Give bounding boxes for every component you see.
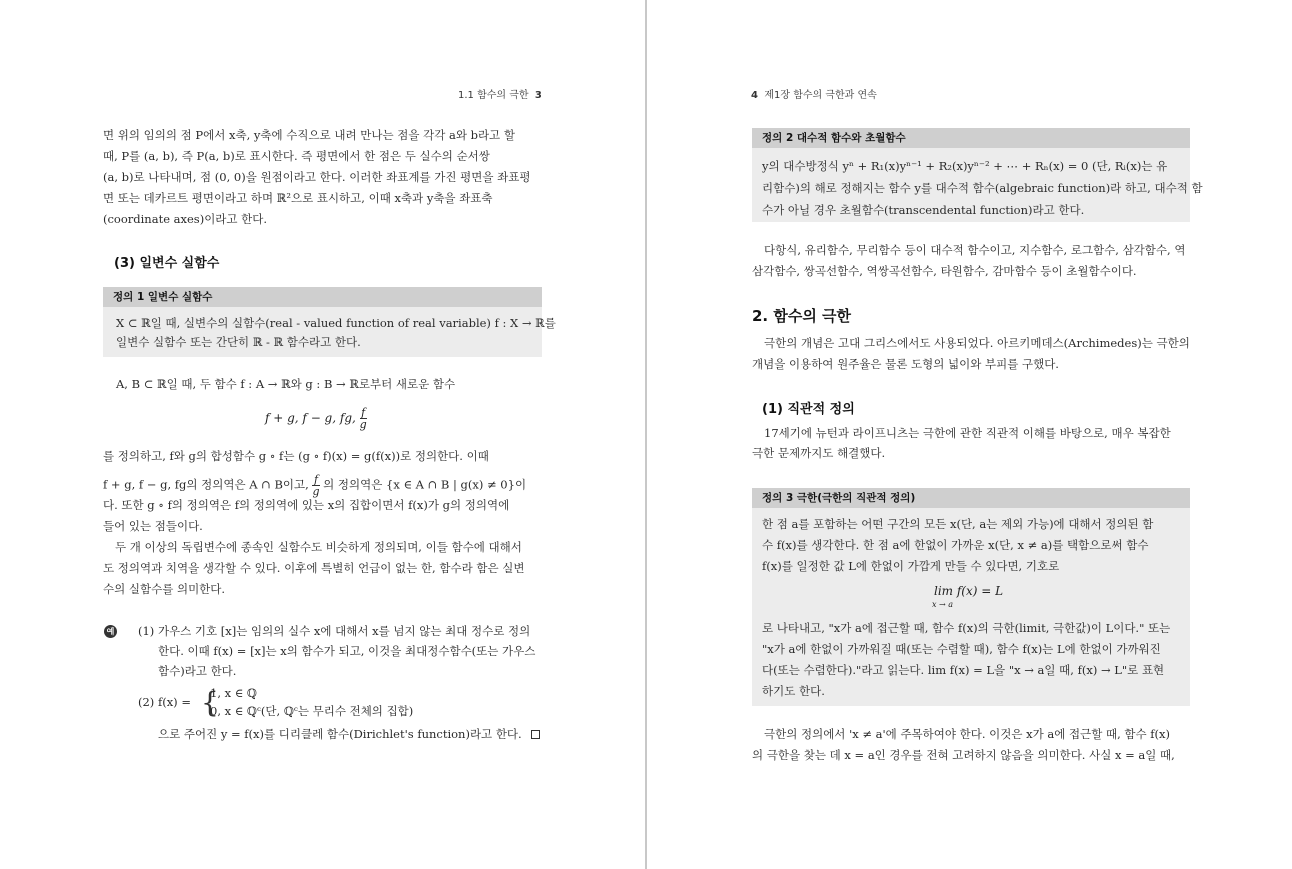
text-line: 때, P를 (a, b), 즉 P(a, b)로 표시한다. 즉 평면에서 한 점은 두 실수의 순서쌍 [103, 149, 490, 163]
text-line: 수의 실함수를 의미한다. [103, 582, 226, 596]
definition-line: f(x)를 일정한 값 L에 한없이 가깝게 만들 수 있다면, 기호로 [762, 559, 1060, 573]
definition-line: 하기도 한다. [762, 684, 825, 698]
text-fragment: 의 정의역은 {x ∈ A ∩ B | g(x) ≠ 0}이 [323, 477, 527, 492]
fraction-numerator: f [313, 473, 319, 486]
text-line: 면 또는 데카르트 평면이라고 하며 ℝ²으로 표시하고, 이때 x축과 y축을 좌표축 [103, 191, 493, 205]
definition-line: y의 대수방정식 yⁿ + R₁(x)yⁿ⁻¹ + R₂(x)yⁿ⁻² + ⋯ + Rₙ(x) = 0 (단, Rᵢ(x)는 유 [762, 159, 1168, 173]
definition-2-title: 정의 2 대수적 함수와 초월함수 [752, 128, 1190, 148]
definition-line: X ⊂ ℝ일 때, 실변수의 실함수(real - valued function of real variable) f : X → ℝ를 [116, 316, 556, 330]
text-line: (1) 가우스 기호 [x]는 임의의 실수 x에 대해서 x를 넘지 않는 최대 정수로 정의 [138, 624, 531, 638]
text-line: 도 정의역과 치역을 생각할 수 있다. 이후에 특별히 언급이 없는 한, 함수라 함은 실변 [103, 561, 525, 575]
definition-line: 수 f(x)를 생각한다. 한 점 a에 한없이 가까운 x(단, x ≠ a)를 택함으로써 함수 [762, 538, 1149, 552]
text-line: 를 정의하고, f와 g의 합성함수 g ∘ f는 (g ∘ f)(x) = g(f(x))로 정의한다. 이때 [103, 449, 489, 463]
definition-line: "x가 a에 한없이 가까워질 때(또는 수렴할 때), 함수 f(x)는 L에 한없이 가까워진 [762, 642, 1161, 656]
definition-1-title: 정의 1 일변수 실함수 [103, 287, 542, 307]
text-line: 한다. 이때 f(x) = [x]는 x의 함수가 되고, 이것을 최대정수함수(또는 가우스 [158, 644, 536, 658]
definition-3-body [752, 508, 1190, 706]
definition-1-body [103, 307, 556, 357]
limit-subscript: x → a [932, 600, 954, 609]
fraction-numerator: f [361, 406, 366, 419]
running-header [458, 86, 542, 101]
text-line: 극한의 정의에서 'x ≠ a'에 주목하여야 한다. 이것은 x가 a에 접근할 때, 함수 f(x) [764, 727, 1171, 741]
page-number: 4 [751, 90, 758, 101]
text-line: 면 위의 임의의 점 P에서 x축, y축에 수직으로 내려 만나는 점을 각각 a와 b라고 할 [103, 128, 515, 142]
left-page [0, 0, 645, 869]
fraction [360, 407, 367, 430]
header-title: 제1장 함수의 극한과 연속 [764, 90, 877, 101]
definition-line: 리함수)의 해로 정해지는 함수 y를 대수적 함수(algebraic function)라 하고, 대수적 함 [762, 181, 1203, 195]
text-line: 삼각함수, 쌍곡선함수, 역쌍곡선함수, 타원함수, 감마함수 등이 초월함수이다. [752, 264, 1137, 278]
fraction-denominator: g [312, 485, 320, 498]
end-of-proof-icon [531, 730, 540, 739]
limit-formula: lim f(x) = L [934, 584, 1004, 598]
fraction-denominator: g [359, 418, 367, 431]
text-line: 극한 문제까지도 해결했다. [752, 446, 886, 460]
formula-text: f + g, f − g, fg, [265, 411, 356, 425]
subsection-heading: (3) 일변수 실함수 [114, 256, 220, 271]
text-line: 17세기에 뉴턴과 라이프니츠는 극한에 관한 직관적 이해를 바탕으로, 매우 복잡한 [764, 426, 1171, 440]
definition-line: 수가 아닐 경우 초월함수(transcendental function)라고 한다. [762, 203, 1085, 217]
text-line: (coordinate axes)이라고 한다. [103, 212, 268, 226]
text-line: A, B ⊂ ℝ일 때, 두 함수 f : A → ℝ와 g : B → ℝ로부터 새로운 함수 [116, 377, 456, 391]
left-brace: { [201, 686, 219, 719]
case-line: 0, x ∈ ℚᶜ(단, ℚᶜ는 무리수 전체의 집합) [210, 704, 414, 718]
definition-line: 다(또는 수렴한다)."라고 읽는다. lim f(x) = L을 "x → a일 때, f(x) → L"로 표현 [762, 663, 1165, 677]
definition-line: 한 점 a를 포함하는 어떤 구간의 모든 x(단, a는 제외 가능)에 대해서 정의된 함 [762, 517, 1154, 531]
case-line: 1, x ∈ ℚ [210, 686, 257, 700]
text-line: 극한의 개념은 고대 그리스에서도 사용되었다. 아르키메데스(Archimedes)는 극한의 [764, 336, 1190, 350]
display-formula [265, 407, 367, 430]
text-line-with-fraction [103, 474, 526, 497]
text-line: 으로 주어진 y = f(x)를 디리클레 함수(Dirichlet's function)라고 한다. [158, 727, 522, 741]
text-line: 들어 있는 점들이다. [103, 519, 203, 533]
text-line: (a, b)로 나타내며, 점 (0, 0)을 원점이라고 한다. 이러한 좌표계를 가진 평면을 좌표평 [103, 170, 531, 184]
text-line: 함수)라고 한다. [158, 664, 237, 678]
example-2-label: (2) f(x) = [138, 695, 191, 709]
right-page [648, 0, 1292, 869]
text-line: 의 극한을 찾는 데 x = a인 경우를 전혀 고려하지 않음을 의미한다. 사실 x = a일 때, [752, 748, 1175, 762]
text-line: 다. 또한 g ∘ f의 정의역은 f의 정의역에 있는 x의 집합이면서 f(x)가 g의 정의역에 [103, 498, 510, 512]
text-line: 두 개 이상의 독립변수에 종속인 실함수도 비슷하게 정의되며, 이들 함수에 대해서 [115, 540, 522, 554]
running-header [751, 86, 877, 101]
subsection-heading: (1) 직관적 정의 [762, 402, 855, 417]
section-heading: 2. 함수의 극한 [752, 307, 852, 325]
definition-line: 일변수 실함수 또는 간단히 ℝ - ℝ 함수라고 한다. [116, 335, 361, 349]
text-fragment: f + g, f − g, fg의 정의역은 A ∩ B이고, [103, 477, 309, 492]
header-title: 1.1 함수의 극한 [458, 90, 529, 101]
definition-line: 로 나타내고, "x가 a에 접근할 때, 함수 f(x)의 극한(limit, 극한값)이 L이다." 또는 [762, 621, 1171, 635]
example-badge-icon: 예 [104, 625, 117, 638]
text-line: 개념을 이용하여 원주율은 물론 도형의 넓이와 부피를 구했다. [752, 357, 1059, 371]
definition-3-title: 정의 3 극한(극한의 직관적 정의) [752, 488, 1190, 508]
book-spine-divider [645, 0, 647, 869]
text-line: 다항식, 유리함수, 무리함수 등이 대수적 함수이고, 지수함수, 로그함수, 삼각함수, 역 [764, 243, 1186, 257]
fraction [312, 474, 319, 497]
page-number: 3 [534, 90, 542, 101]
definition-2-body [752, 148, 1203, 222]
